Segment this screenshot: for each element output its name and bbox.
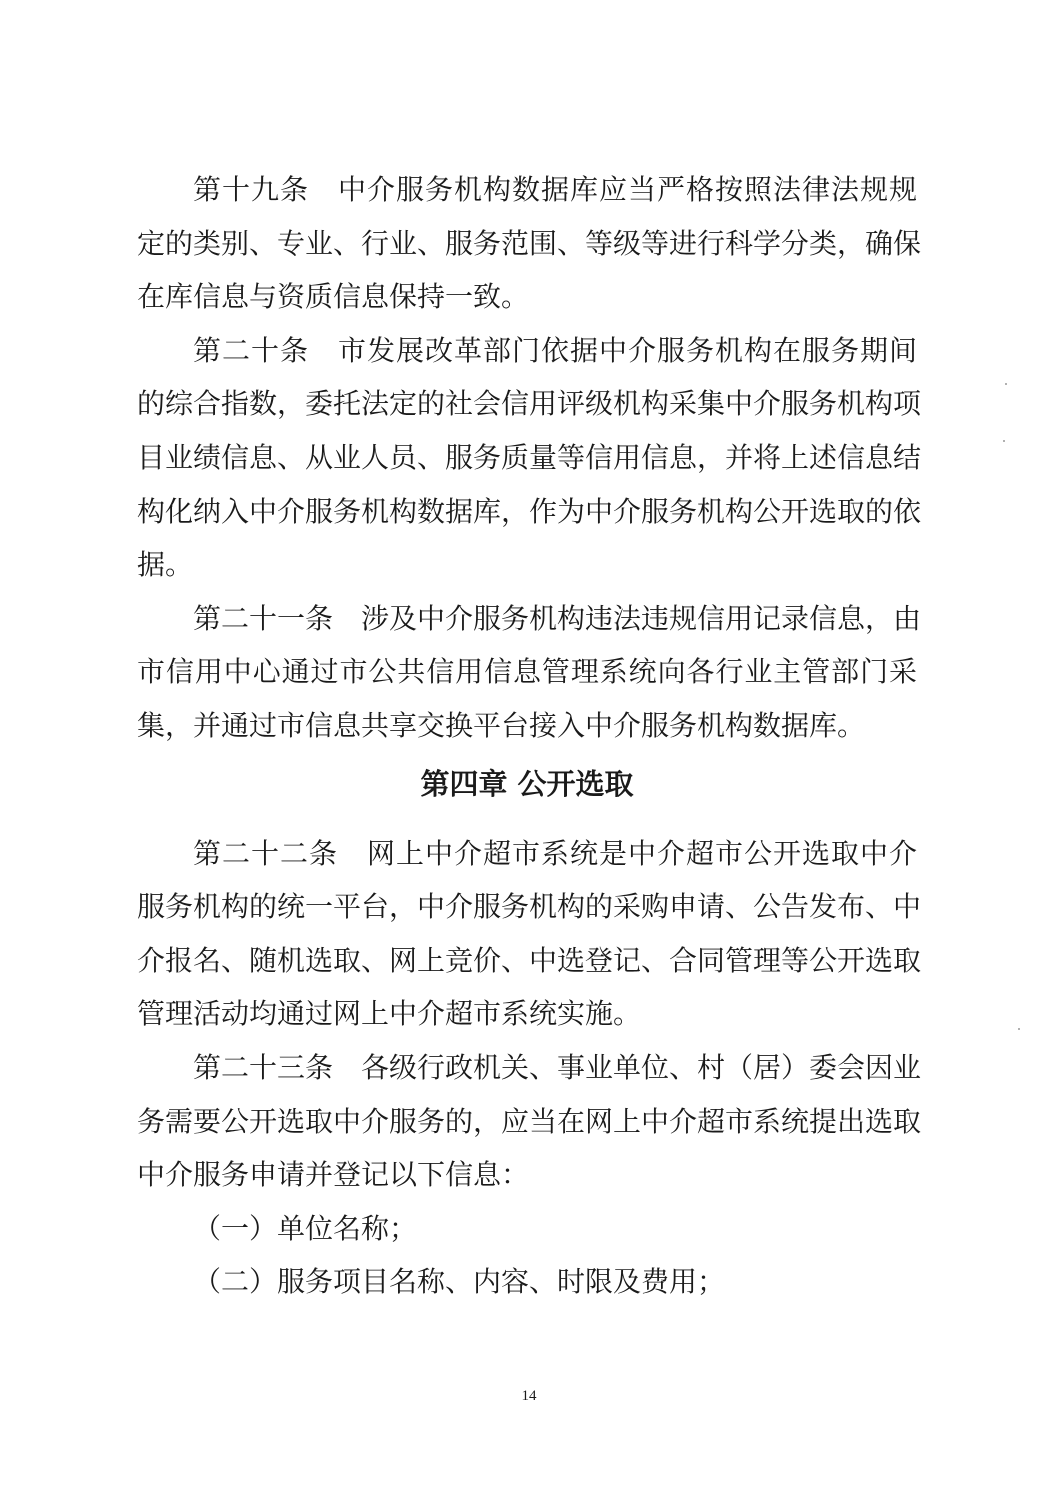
paragraph-line: 构化纳入中介服务机构数据库，作为中介服务机构公开选取的依 xyxy=(137,494,922,528)
paragraph-line: 第二十条 市发展改革部门依据中介服务机构在服务期间 xyxy=(193,333,917,367)
chapter-heading: 第四章 公开选取 xyxy=(420,766,634,801)
paragraph-line: 第二十三条 各级行政机关、事业单位、村（居）委会因业 xyxy=(193,1050,922,1084)
paragraph-line: 中介服务申请并登记以下信息： xyxy=(137,1158,530,1192)
document-body xyxy=(137,168,922,1314)
paragraph-line: 在库信息与资质信息保持一致。 xyxy=(137,280,530,314)
paragraph-line: 目业绩信息、从业人员、服务质量等信用信息，并将上述信息结 xyxy=(137,440,922,474)
paragraph-line: 管理活动均通过网上中介超市系统实施。 xyxy=(137,997,642,1031)
paragraph-line: 定的类别、专业、行业、服务范围、等级等进行科学分类，确保 xyxy=(137,226,922,260)
scan-speck xyxy=(1005,383,1007,385)
paragraph-line: 市信用中心通过市公共信用信息管理系统向各行业主管部门采 xyxy=(137,655,917,689)
paragraph-line: 第二十二条 网上中介超市系统是中介超市公开选取中介 xyxy=(193,836,917,870)
scan-speck xyxy=(1003,440,1005,442)
list-item-line: （二）服务项目名称、内容、时限及费用； xyxy=(193,1265,726,1299)
paragraph-line: 据。 xyxy=(137,548,194,582)
paragraph-line: 第二十一条 涉及中介服务机构违法违规信用记录信息，由 xyxy=(193,601,922,635)
paragraph-line: 介报名、随机选取、网上竞价、中选登记、合同管理等公开选取 xyxy=(137,943,922,977)
paragraph-line: 服务机构的统一平台，中介服务机构的采购申请、公告发布、中 xyxy=(137,890,922,924)
paragraph-line: 务需要公开选取中介服务的，应当在网上中介超市系统提出选取 xyxy=(137,1104,922,1138)
paragraph-line: 集，并通过市信息共享交换平台接入中介服务机构数据库。 xyxy=(137,708,866,742)
paragraph-line: 第十九条 中介服务机构数据库应当严格按照法律法规规 xyxy=(193,173,917,206)
list-item-line: （一）单位名称； xyxy=(193,1211,418,1245)
paragraph-line: 的综合指数，委托法定的社会信用评级机构采集中介服务机构项 xyxy=(137,387,922,421)
scan-speck xyxy=(1018,1028,1020,1030)
page-number: 14 xyxy=(521,1388,537,1404)
